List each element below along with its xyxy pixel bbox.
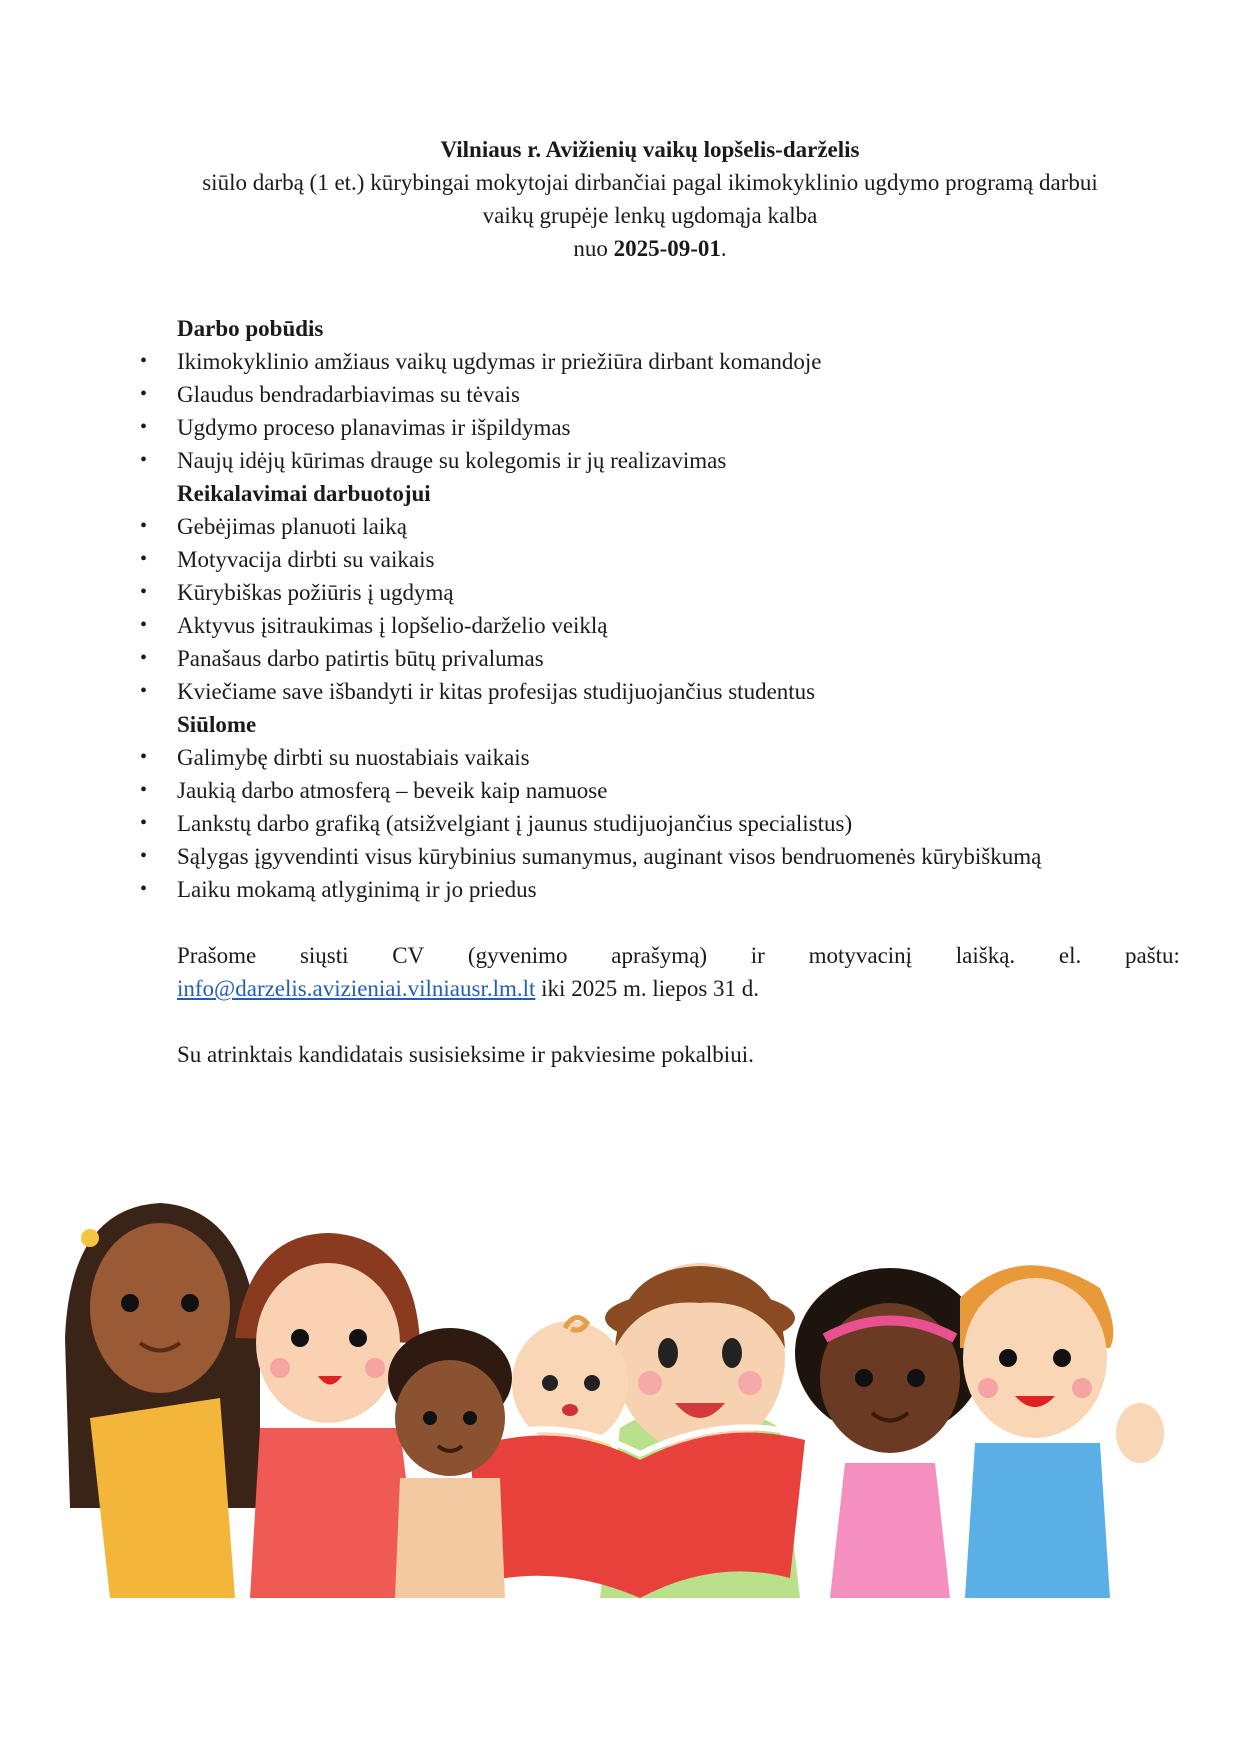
list-offer bbox=[140, 741, 1180, 906]
section-title-requirements: Reikalavimai darbuotojui bbox=[177, 481, 431, 506]
date-prefix: nuo bbox=[573, 236, 614, 261]
application-line-2 bbox=[177, 972, 1180, 1005]
apply-word: siųsti bbox=[299, 943, 349, 968]
start-date-line bbox=[150, 232, 1150, 265]
girl-red-figure bbox=[235, 1233, 420, 1598]
offer-line-2: vaikų grupėje lenkų ugdomąja kalba bbox=[482, 203, 818, 228]
list-item: • Motyvacija dirbti su vaikais bbox=[140, 543, 1180, 576]
list-requirements bbox=[140, 510, 1180, 708]
list-item: • Sąlygas įgyvendinti visus kūrybinius sumanymus, auginant visos bendruomenės kūrybiškumą bbox=[140, 840, 1180, 873]
section-title-offer: Siūlome bbox=[177, 712, 257, 737]
email-link[interactable]: info@darzelis.avizieniai.vilniausr.lm.lt bbox=[177, 976, 536, 1001]
apply-word: paštu: bbox=[1124, 943, 1180, 968]
apply-word: ir bbox=[750, 943, 765, 968]
section-title-job-nature: Darbo pobūdis bbox=[177, 316, 324, 341]
list-item: • Glaudus bendradarbiavimas su tėvais bbox=[140, 378, 1180, 411]
list-job-nature bbox=[140, 345, 1180, 477]
list-item: • Jaukią darbo atmosferą – beveik kaip namuose bbox=[140, 774, 1180, 807]
apply-word: motyvacinį bbox=[808, 943, 913, 968]
content bbox=[140, 312, 1180, 1071]
list-item: • Aktyvus įsitraukimas į lopšelio-darželio veiklą bbox=[140, 609, 1180, 642]
application-paragraph bbox=[140, 939, 1180, 1005]
apply-word: aprašymą) bbox=[611, 943, 708, 968]
organization-name: Vilniaus r. Avižienių vaikų lopšelis-darželis bbox=[440, 137, 860, 162]
application-line-1 bbox=[177, 939, 1180, 972]
girl-left-figure bbox=[65, 1203, 260, 1598]
list-item: • Laiku mokamą atlyginimą ir jo priedus bbox=[140, 873, 1180, 906]
offer-line-1: siūlo darbą (1 et.) kūrybingai mokytojai dirbančiai pagal ikimokyklinio ugdymo programą darbui bbox=[202, 170, 1098, 195]
list-item: • Kūrybiškas požiūris į ugdymą bbox=[140, 576, 1180, 609]
girl-pink-figure bbox=[795, 1268, 985, 1598]
apply-word: (gyvenimo bbox=[467, 943, 568, 968]
list-item: • Galimybę dirbti su nuostabiais vaikais bbox=[140, 741, 1180, 774]
header bbox=[150, 133, 1150, 265]
apply-word: laišką. bbox=[955, 943, 1016, 968]
teacher-children-illustration bbox=[60, 1178, 1190, 1598]
list-item: • Ikimokyklinio amžiaus vaikų ugdymas ir priežiūra dirbant komandoje bbox=[140, 345, 1180, 378]
list-item: • Naujų idėjų kūrimas drauge su kolegomis ir jų realizavimas bbox=[140, 444, 1180, 477]
closing-sentence: Su atrinktais kandidatais susisieksime ir pakviesime pokalbiui. bbox=[177, 1042, 754, 1067]
apply-word: CV bbox=[392, 943, 425, 968]
boy-right-figure bbox=[960, 1265, 1164, 1598]
list-item: • Ugdymo proceso planavimas ir išpildymas bbox=[140, 411, 1180, 444]
date-suffix: . bbox=[720, 236, 727, 261]
deadline-text: iki 2025 m. liepos 31 d. bbox=[535, 976, 760, 1001]
apply-word: Prašome bbox=[177, 943, 257, 968]
apply-word: el. bbox=[1058, 943, 1082, 968]
list-item: • Gebėjimas planuoti laiką bbox=[140, 510, 1180, 543]
list-item: • Kviečiame save išbandyti ir kitas profesijas studijuojančius studentus bbox=[140, 675, 1180, 708]
list-item: • Panašaus darbo patirtis būtų privalumas bbox=[140, 642, 1180, 675]
list-item: • Lankstų darbo grafiką (atsižvelgiant į jaunus studijuojančius specialistus) bbox=[140, 807, 1180, 840]
start-date: 2025-09-01 bbox=[613, 236, 721, 261]
